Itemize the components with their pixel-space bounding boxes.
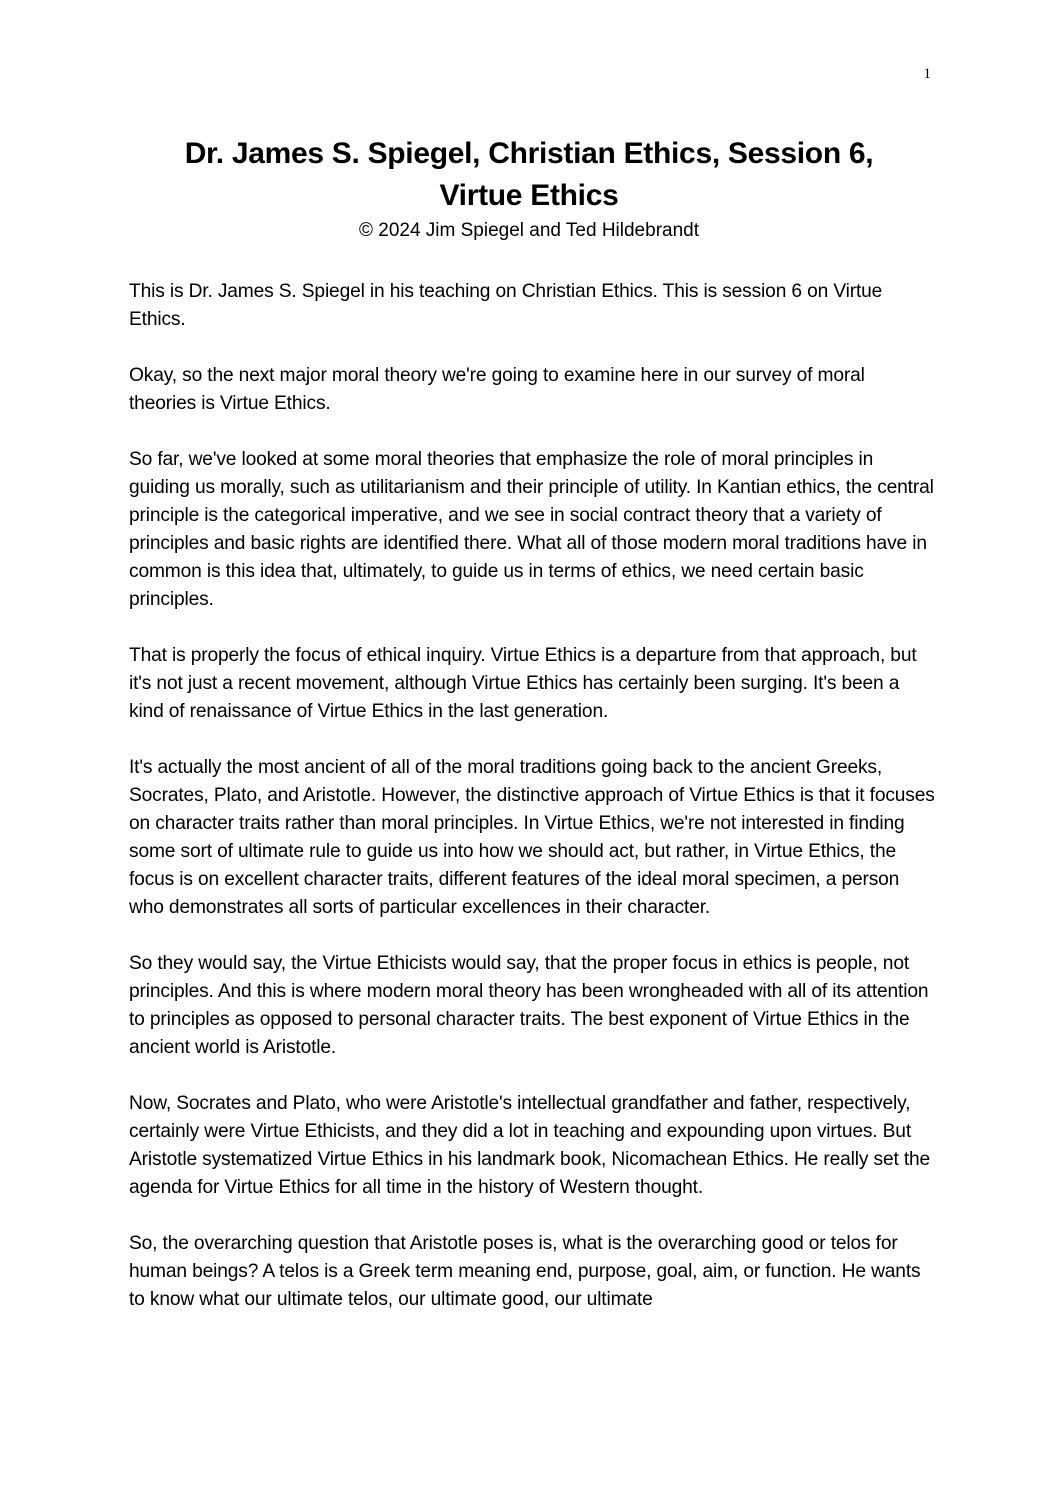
paragraph: So they would say, the Virtue Ethicists would say, that the proper focus in ethics is people, not principles. And this is where modern moral theory has been wrongheaded with all of its attention to principles as opposed to personal character traits. The best exponent of Virtue Ethics in the ancient world is Aristotle. <box>129 953 929 1058</box>
document-body <box>129 278 935 1342</box>
paragraph: So, the overarching question that Aristotle poses is, what is the overarching good or telos for human beings? A telos is a Greek term meaning end, purpose, goal, aim, or function. He wants to know what our ultimate telos, our ultimate good, our ultimate <box>129 1233 921 1310</box>
title-line-2: Virtue Ethics <box>439 179 619 212</box>
paragraph: Now, Socrates and Plato, who were Aristotle's intellectual grandfather and father, respectively, certainly were Virtue Ethicists, and they did a lot in teaching and expounding upon virtues. But Aristotle systematized Virtue Ethics in his landmark book, Nicomachean Ethics. He really set the agenda for Virtue Ethics for all time in the history of Western thought. <box>129 1093 931 1198</box>
paragraph: That is properly the focus of ethical inquiry. Virtue Ethics is a departure from that approach, but it's not just a recent movement, although Virtue Ethics has certainly been surging. It's been a kind of renaissance of Virtue Ethics in the last generation. <box>129 645 917 722</box>
paragraph: This is Dr. James S. Spiegel in his teaching on Christian Ethics. This is session 6 on Virtue Ethics. <box>129 281 883 330</box>
paragraph: Okay, so the next major moral theory we're going to examine here in our survey of moral theories is Virtue Ethics. <box>129 365 865 414</box>
document-header <box>127 133 931 244</box>
paragraph: So far, we've looked at some moral theories that emphasize the role of moral principles in guiding us morally, such as utilitarianism and their principle of utility. In Kantian ethics, the central principle is the categorical imperative, and we see in social contract theory that a variety of principles and basic rights are identified there. What all of those modern moral traditions have in common is this idea that, ultimately, to guide us in terms of ethics, we need certain basic principles. <box>129 449 934 610</box>
document-title <box>127 133 931 217</box>
copyright-notice: © 2024 Jim Spiegel and Ted Hildebrandt <box>358 220 700 241</box>
page-number: 1 <box>923 66 931 82</box>
paragraph: It's actually the most ancient of all of the moral traditions going back to the ancient Greeks, Socrates, Plato, and Aristotle. However, the distinctive approach of Virtue Ethics is that it focuses on character traits rather than moral principles. In Virtue Ethics, we're not interested in finding some sort of ultimate rule to guide us into how we should act, but rather, in Virtue Ethics, the focus is on excellent character traits, different features of the ideal moral specimen, a person who demonstrates all sorts of particular excellences in their character. <box>129 757 935 918</box>
title-line-1: Dr. James S. Spiegel, Christian Ethics, Session 6, <box>184 137 874 170</box>
